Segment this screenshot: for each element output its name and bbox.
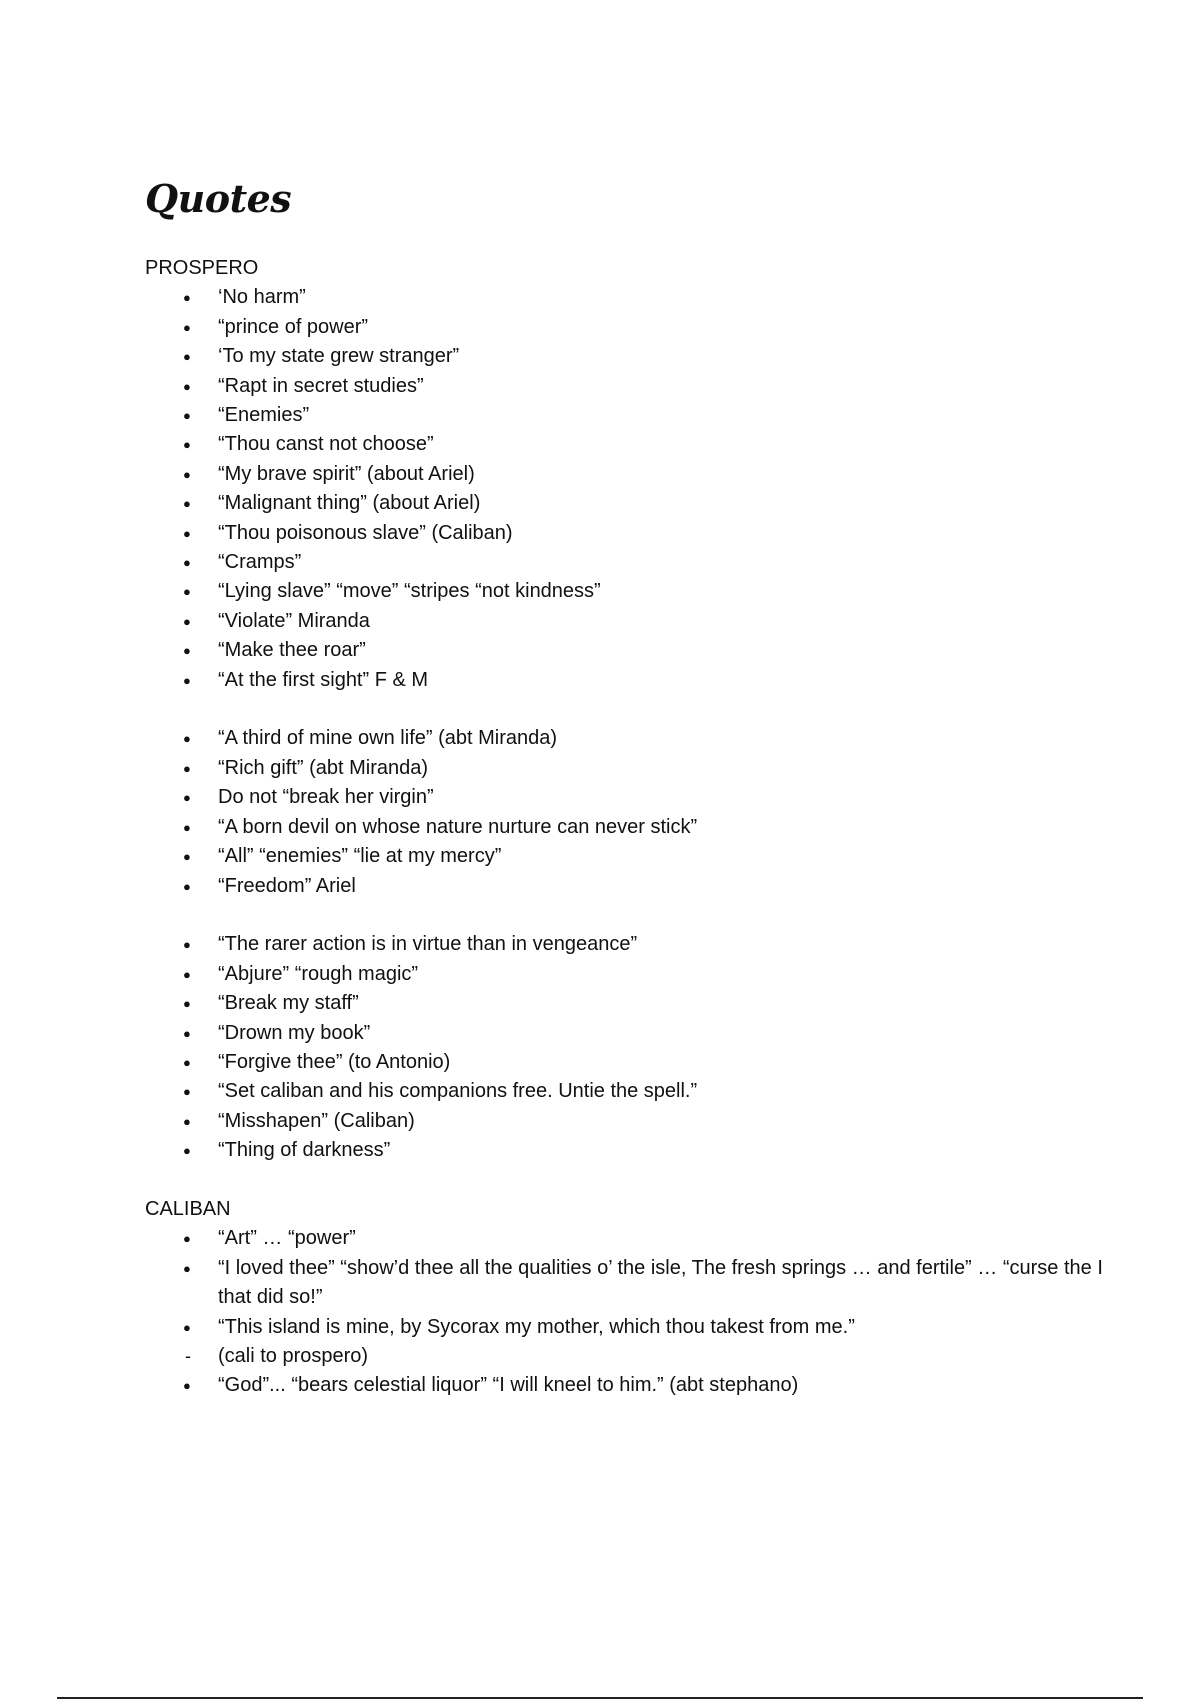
list-item: ● “Thou canst not choose” <box>145 430 1105 459</box>
list-item: ● “Thing of darkness” <box>145 1136 1105 1165</box>
list-item: ● “Freedom” Ariel <box>145 872 1105 901</box>
list-item: ● “Misshapen” (Caliban) <box>145 1107 1105 1136</box>
list-item: ● ‘To my state grew stranger” <box>145 342 1105 371</box>
list-item: - (cali to prospero) <box>145 1342 1105 1371</box>
page-title: Quotes <box>145 176 292 221</box>
list-item: ● “Lying slave” “move” “stripes “not kindness” <box>145 577 1105 606</box>
list-item: ● “My brave spirit” (about Ariel) <box>145 460 1105 489</box>
list-item: ● Do not “break her virgin” <box>145 783 1105 812</box>
list-item: ● “Violate” Miranda <box>145 607 1105 636</box>
list-item: ● “Thou poisonous slave” (Caliban) <box>145 519 1105 548</box>
list-item: ● “A born devil on whose nature nurture can never stick” <box>145 813 1105 842</box>
section-heading: PROSPERO <box>145 257 259 279</box>
spacer <box>145 901 1105 930</box>
list-item: ● “Art” … “power” <box>145 1224 1105 1253</box>
list-item: ● “Rich gift” (abt Miranda) <box>145 754 1105 783</box>
list-item: ● “Drown my book” <box>145 1019 1105 1048</box>
footer-divider <box>57 1697 1143 1699</box>
quote-list <box>145 930 1105 1165</box>
list-item: ● ‘No harm” <box>145 283 1105 312</box>
section-caliban <box>145 1195 1105 1401</box>
quote-list <box>145 724 1105 900</box>
quote-list <box>145 283 1105 695</box>
spacer <box>145 695 1105 724</box>
spacer <box>145 1166 1105 1195</box>
list-item: ● “Abjure” “rough magic” <box>145 960 1105 989</box>
list-item: ● “The rarer action is in virtue than in vengeance” <box>145 930 1105 959</box>
list-item: ● “prince of power” <box>145 313 1105 342</box>
section-heading: CALIBAN <box>145 1197 231 1220</box>
list-item: ● “Enemies” <box>145 401 1105 430</box>
section-prospero <box>145 254 1105 1166</box>
list-item: ● “This island is mine, by Sycorax my mother, which thou takest from me.” <box>145 1313 1105 1342</box>
list-item: ● “Rapt in secret studies” <box>145 372 1105 401</box>
list-item: ● “Make thee roar” <box>145 636 1105 665</box>
list-item: ● “All” “enemies” “lie at my mercy” <box>145 842 1105 871</box>
list-item: ● “Malignant thing” (about Ariel) <box>145 489 1105 518</box>
list-item: ● “Forgive thee” (to Antonio) <box>145 1048 1105 1077</box>
list-item: ● “Set caliban and his companions free. Untie the spell.” <box>145 1077 1105 1106</box>
list-item: ● “Break my staff” <box>145 989 1105 1018</box>
list-item: ● “Cramps” <box>145 548 1105 577</box>
list-item: ● “A third of mine own life” (abt Miranda) <box>145 724 1105 753</box>
quotes-content <box>145 254 1105 1401</box>
list-item: ● “I loved thee” “show’d thee all the qualities o’ the isle, The fresh springs … and fertile” … “curse the I that did so!” <box>145 1254 1105 1313</box>
list-item: ● “At the first sight” F & M <box>145 666 1105 695</box>
list-item: ● “God”... “bears celestial liquor” “I will kneel to him.” (abt stephano) <box>145 1371 1105 1400</box>
quote-list <box>145 1224 1105 1400</box>
